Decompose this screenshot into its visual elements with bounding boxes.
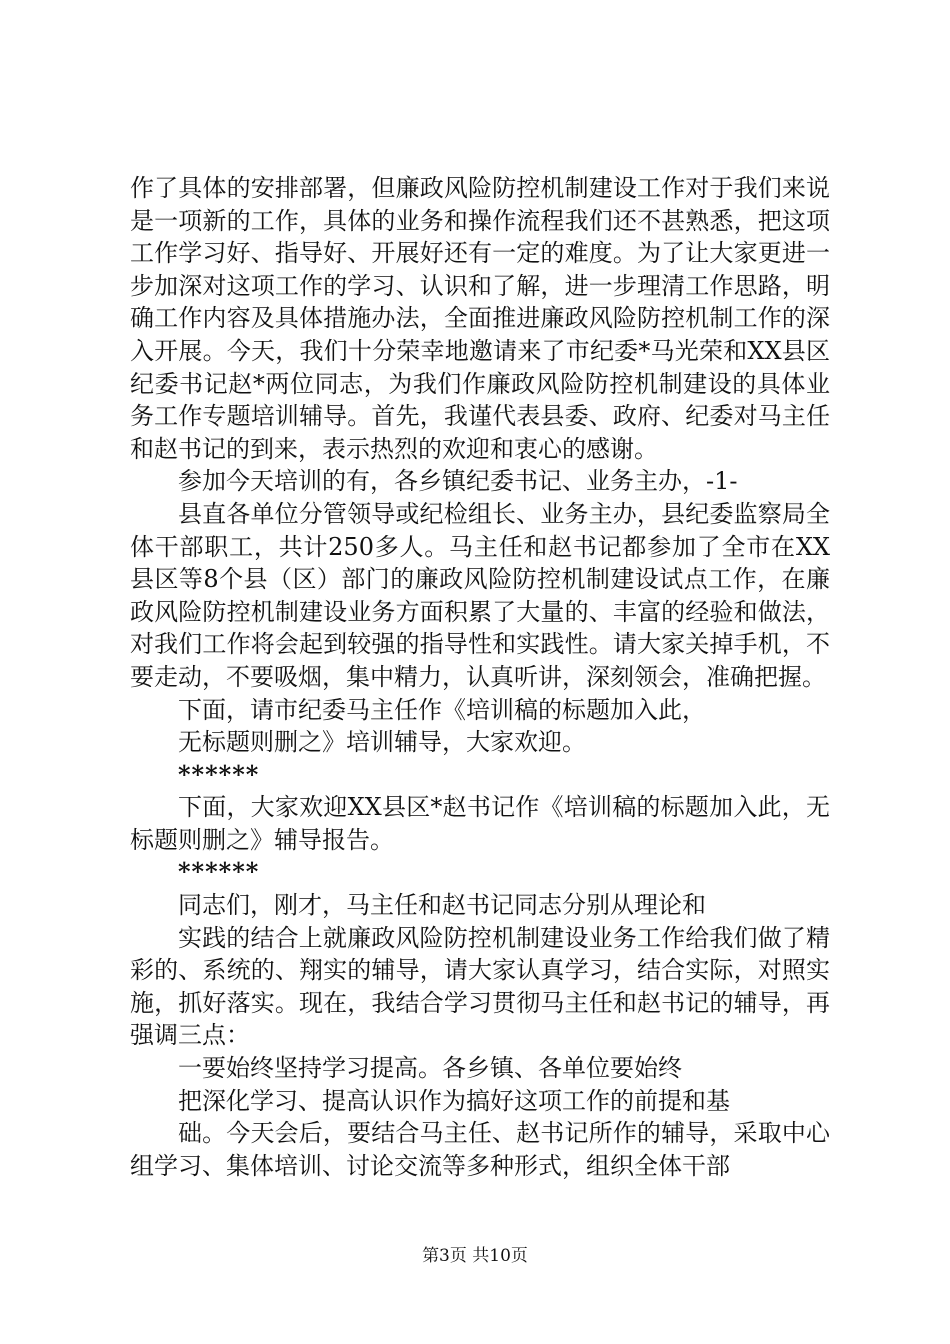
paragraph-5: 无标题则删之》培训辅导，大家欢迎。 [178,728,586,757]
paragraph-1: 作了具体的安排部署，但廉政风险防控机制建设工作对于我们来说是一项新的工作，具体的业务和操作流程我们还不甚熟悉，把这项工作学习好、指导好、开展好还有一定的难度。为了让大家更进一步加深对这项工作的学习、认识和了解，进一步理清工作思路，明确工作内容及具体措施办法，全面推进廉政风险防控机制工作的深入开展。今天，我们十分荣幸地邀请来了市纪委*马光荣和XX县区纪委书记赵*两位同志，为我们作廉政风险防控机制建设的具体业务工作专题培训辅导。首先，我谨代表县委、政府、纪委对马主任和赵书记的到来，表示热烈的欢迎和衷心的感谢。 [130,174,830,463]
paragraph-10: 把深化学习、提高认识作为搞好这项工作的前提和基 [178,1086,730,1115]
paragraph-6: 下面，大家欢迎XX县区*赵书记作《培训稿的标题加入此，无标题则删之》辅导报告。 [130,793,830,854]
page-footer [0,1241,950,1266]
section-separator-1: ****** [178,759,260,789]
paragraph-4: 下面，请市纪委马主任作《培训稿的标题加入此， [178,695,706,724]
page-number-label: 第3页 共10页 [422,1246,528,1266]
paragraph-7: 同志们，刚才，马主任和赵书记同志分别从理论和 [178,891,706,920]
section-separator-2: ****** [178,857,260,887]
paragraph-8: 实践的结合上就廉政风险防控机制建设业务工作给我们做了精彩的、系统的、翔实的辅导，请大家认真学习，结合实际，对照实施，抓好落实。现在，我结合学习贯彻马主任和赵书记的辅导，再强调三点： [130,923,830,1050]
paragraph-2: 参加今天培训的有，各乡镇纪委书记、业务主办，-1- [178,467,738,496]
paragraph-9: 一要始终坚持学习提高。各乡镇、各单位要始终 [178,1054,682,1083]
paragraph-11: 础。今天会后，要结合马主任、赵书记所作的辅导，采取中心组学习、集体培训、讨论交流等多种形式，组织全体干部 [130,1119,830,1180]
paragraph-3: 县直各单位分管领导或纪检组长、业务主办，县纪委监察局全体干部职工，共计250多人。马主任和赵书记都参加了全市在XX县区等8个县（区）部门的廉政风险防控机制建设试点工作，在廉政风险防控机制建设业务方面积累了大量的、丰富的经验和做法，对我们工作将会起到较强的指导性和实践性。请大家关掉手机，不要走动，不要吸烟，集中精力，认真听讲，深刻领会，准确把握。 [130,499,830,691]
document-body [130,172,830,1182]
